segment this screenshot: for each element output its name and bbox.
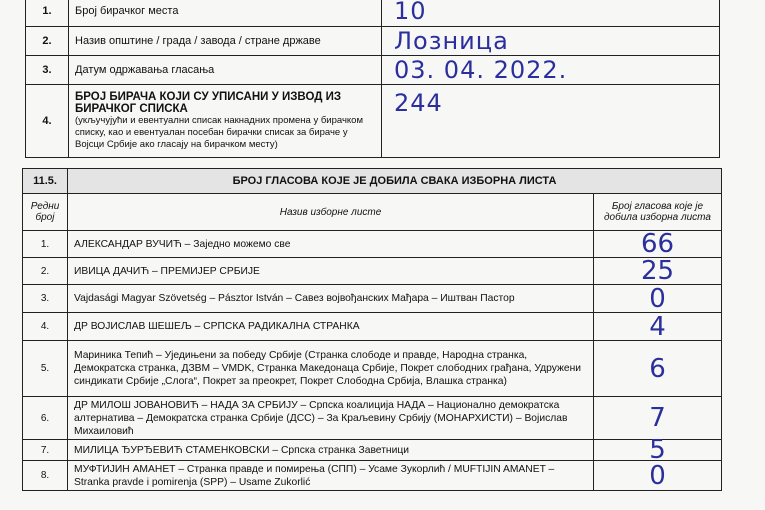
list-name: МИЛИЦА ЂУРЂЕВИЋ СТАМЕНКОВСКИ – Српска странка Заветници: [68, 440, 594, 461]
list-name: ДР ВОЈИСЛАВ ШЕШЕЉ – СРПСКА РАДИКАЛНА СТРАНКА: [68, 313, 594, 341]
row-ordinal: 6.: [23, 397, 68, 440]
handwritten-votes: 6: [594, 341, 722, 397]
handwritten-votes: 4: [594, 313, 722, 341]
handwritten-votes: 25: [594, 258, 722, 285]
row-label-title: БРОЈ БИРАЧА КОЈИ СУ УПИСАНИ У ИЗВОД ИЗ БИРАЧКОГ СПИСКА: [75, 91, 342, 115]
col-votes: Број гласова које је добила изборна листа: [594, 194, 722, 231]
header-row-registered-voters: [26, 85, 720, 158]
table-row: [23, 440, 722, 461]
table-row: [23, 397, 722, 440]
row-ordinal: 8.: [23, 461, 68, 491]
handwritten-votes: 66: [594, 231, 722, 258]
table-row: [23, 341, 722, 397]
handwritten-value: Лозница: [382, 27, 720, 56]
row-ordinal: 3.: [23, 285, 68, 313]
list-name: АЛЕКСАНДАР ВУЧИЋ – Заједно можемо све: [68, 231, 594, 258]
handwritten-value: 10: [382, 0, 720, 27]
row-number: 1.: [26, 0, 69, 27]
row-label: Датум одржавања гласања: [69, 56, 382, 85]
row-ordinal: 1.: [23, 231, 68, 258]
row-number: 2.: [26, 27, 69, 56]
list-name: ИВИЦА ДАЧИЋ – ПРЕМИЈЕР СРБИЈЕ: [68, 258, 594, 285]
table-row: [23, 258, 722, 285]
handwritten-votes: 7: [594, 397, 722, 440]
row-ordinal: 2.: [23, 258, 68, 285]
row-label: Назив општине / града / завода / стране државе: [69, 27, 382, 56]
row-label-note: (укључујући и евентуални списак накнадних промена у бирачком списку, као и евентуалан посебан бирачки списак за бираче у Војсци Србије ако гласају на бирачком месту): [75, 115, 363, 150]
section-title: БРОЈ ГЛАСОВА КОЈЕ ЈЕ ДОБИЛА СВАКА ИЗБОРНА ЛИСТА: [68, 169, 722, 194]
list-name: МУФТИЈИН АМАНЕТ – Странка правде и помирења (СПП) – Усаме Зукорлић / MUFTIJIN AMANET – Stranka pravde i pomirenja (SPP) – Usame Zukorlić: [68, 461, 594, 491]
header-table: [25, 0, 720, 158]
section-header: [23, 169, 722, 194]
row-ordinal: 5.: [23, 341, 68, 397]
table-row: [23, 231, 722, 258]
handwritten-value: 03. 04. 2022.: [382, 56, 720, 85]
list-name: ДР МИЛОШ ЈОВАНОВИЋ – НАДА ЗА СРБИЈУ – Српска коалиција НАДА – Национално демократска алтернатива – Демократска странка Србије (ДСС) – За Краљевину Србију (МОНАРХИСТИ) – Војислав Михаиловић: [68, 397, 594, 440]
list-name: Мариника Тепић – Уједињени за победу Србије (Странка слободе и правде, Народна странка, Демократска странка, ДЗВМ – VMDK, Странка Македонаца Србије, Покрет слободних грађана, Удружени синдикати Србије „Слога“, Покрет за преокрет, Покрет Слободна Србија, Влашка странка): [68, 341, 594, 397]
handwritten-votes: 0: [594, 461, 722, 491]
row-number: 3.: [26, 56, 69, 85]
header-row-polling-station: [26, 0, 720, 27]
handwritten-votes: 0: [594, 285, 722, 313]
handwritten-votes: 5: [594, 440, 722, 461]
table-row: [23, 285, 722, 313]
election-lists-table: [22, 168, 722, 491]
row-ordinal: 7.: [23, 440, 68, 461]
header-row-municipality: [26, 27, 720, 56]
col-name: Назив изборне листе: [68, 194, 594, 231]
row-label: [69, 85, 382, 158]
table-row: [23, 461, 722, 491]
column-headers: [23, 194, 722, 231]
list-name: Vajdasági Magyar Szövetség – Pásztor István – Савез војвођанских Мађара – Иштван Пастор: [68, 285, 594, 313]
header-row-date: [26, 56, 720, 85]
section-number: 11.5.: [23, 169, 68, 194]
row-number: 4.: [26, 85, 69, 158]
row-ordinal: 4.: [23, 313, 68, 341]
handwritten-value: 244: [382, 85, 720, 158]
col-ordinal: Редни број: [23, 194, 68, 231]
table-row: [23, 313, 722, 341]
row-label: Број бирачког места: [69, 0, 382, 27]
